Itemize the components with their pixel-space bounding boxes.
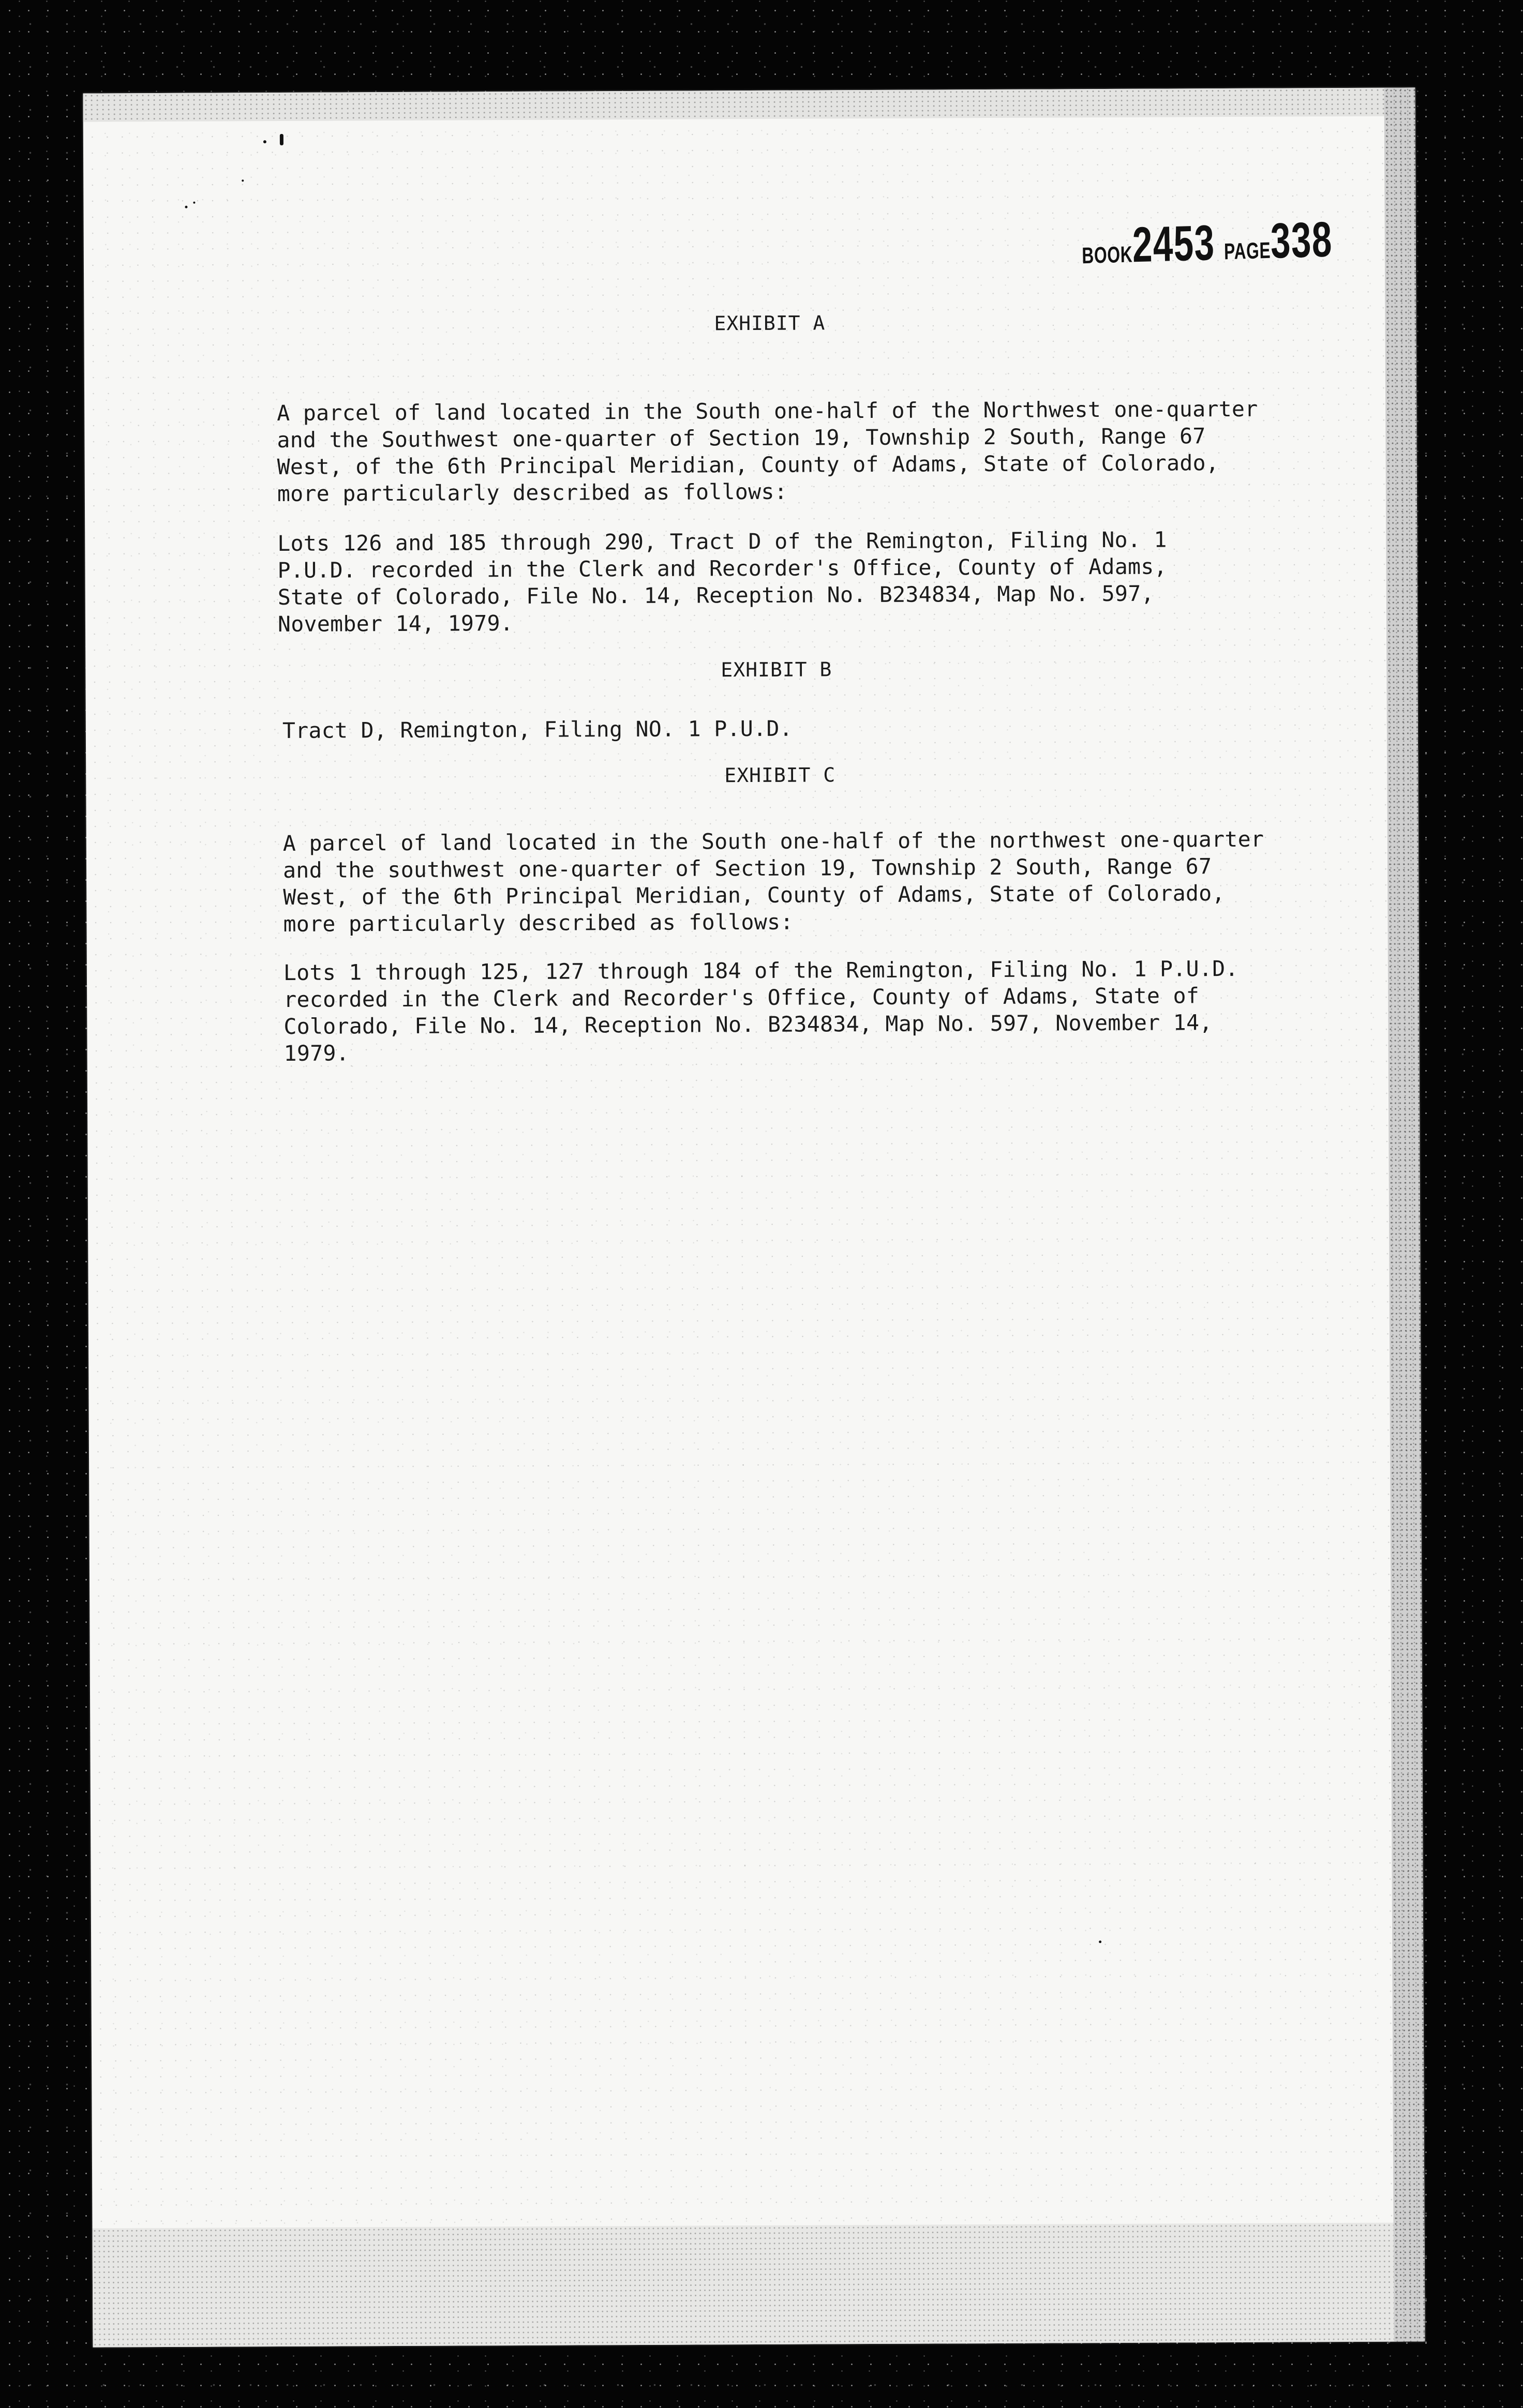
exhibit-b-tract: Tract D, Remington, Filing NO. 1 P.U.D. <box>282 715 793 743</box>
exhibit-b-heading: EXHIBIT B <box>721 658 832 682</box>
stray-mark <box>263 140 266 143</box>
exhibit-c-heading: EXHIBIT C <box>724 763 836 787</box>
page-number: 338 <box>1270 212 1333 269</box>
exhibit-a-lots: Lots 126 and 185 through 290, Tract D of the Remington, Filing No. 1 P.U.D. recorded in the Clerk and Recorder's Office, County of Adams, State of Colorado, File No. 14, Reception No. B234834, Map No. 597, November 14, 1979. <box>277 526 1168 637</box>
stray-mark <box>193 202 195 204</box>
page-bottom-edge <box>93 2222 1425 2347</box>
exhibit-c-lots: Lots 1 through 125, 127 through 184 of the Remington, Filing No. 1 P.U.D. recorded in the Clerk and Recorder's Office, County of Adams, State of Colorado, File No. 14, Reception No. B234834, Map No. 597, November 14, 1979. <box>283 955 1238 1066</box>
stray-mark <box>1099 1940 1101 1943</box>
stray-mark <box>242 179 244 182</box>
page-top-edge <box>83 87 1415 122</box>
exhibit-a-description: A parcel of land located in the South one-half of the Northwest one-quarter and the Southwest one-quarter of Section 19, Township 2 South, Range 67 West, of the 6th Principal Meridian, County of Adams, State of Colorado, more particularly described as follows: <box>277 396 1258 507</box>
page-label: PAGE <box>1223 237 1271 265</box>
stray-mark <box>280 134 283 145</box>
exhibit-c-description: A parcel of land located in the South one-half of the northwest one-quarter and the southwest one-quarter of Section 19, Township 2 South, Range 67 West, of the 6th Principal Meridian, County of Adams, State of Colorado, more particularly described as follows: <box>282 826 1264 937</box>
exhibit-a-heading: EXHIBIT A <box>714 311 826 335</box>
document-page <box>83 87 1425 2347</box>
book-label: BOOK <box>1082 242 1133 269</box>
book-number: 2453 <box>1132 215 1216 273</box>
book-page-stamp <box>1081 211 1333 275</box>
stray-mark <box>185 206 187 208</box>
